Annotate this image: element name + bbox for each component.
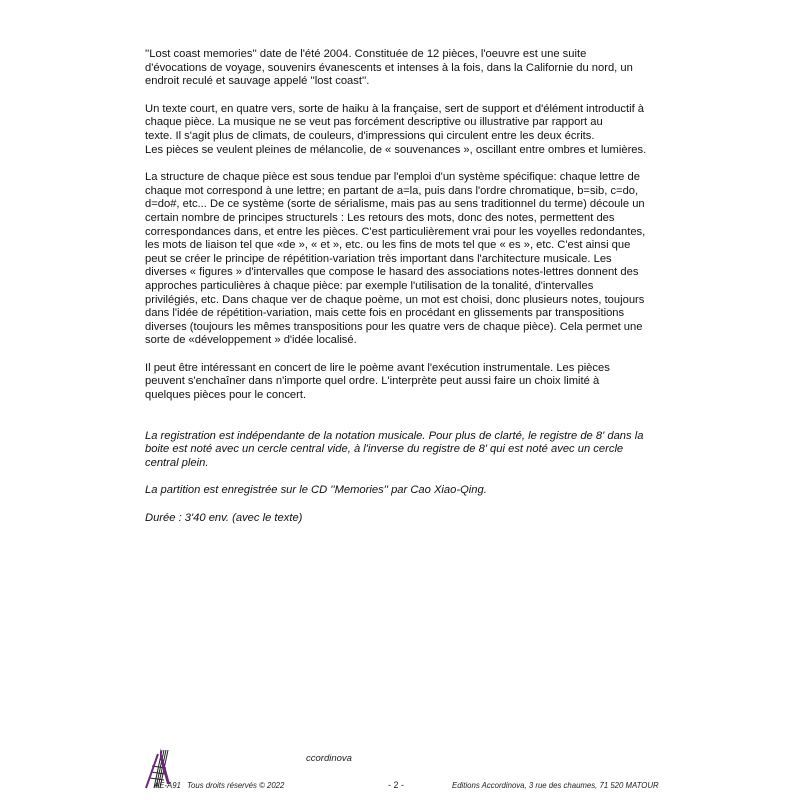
logo-wordmark: ccordinova — [306, 753, 352, 764]
footer-rights: Tous droits réservés © 2022 — [187, 781, 285, 790]
text-line: privilégiés, etc. Dans chaque ver de chaque poème, un mot est choisi, donc plusieurs notes, toujours — [145, 293, 645, 306]
text-line: Un texte court, en quatre vers, sorte de haiku à la française, sert de support et d'élément introductif à — [145, 102, 645, 115]
text-line: Les pièces se veulent pleines de mélancolie, de « souvenances », oscillant entre ombres et lumières. — [145, 143, 647, 156]
text-line: boite est noté avec un cercle central vide, à l'inverse du registre de 8' qui est noté avec un cercle — [145, 443, 624, 456]
text-line: peuvent s'enchaîner dans n'importe quel ordre. L'interprète peut aussi faire un choix limité à — [145, 375, 600, 388]
text-line: certain nombre de principes structurels : Les retours des mots, donc des notes, permettent des — [145, 211, 615, 224]
text-line: endroit reculé et sauvage appelé ''lost coast''. — [145, 75, 370, 88]
paragraph-duration — [145, 512, 665, 526]
text-line: central plein. — [145, 456, 209, 469]
text-line: diverses « figures » d'intervalles que compose le hasard des associations notes-lettres donnent des — [145, 266, 639, 279]
text-line: La registration est indépendante de la notation musicale. Pour plus de clarté, le registre de 8' dans la — [145, 429, 644, 442]
text-line: dans l'idée de répétition-variation, mais cette fois en procédant en glissements par transpositions — [145, 307, 625, 320]
text-line: peut se créer le principe de répétition-variation très important dans l'architecture musicale. Les — [145, 252, 612, 265]
text-line: quelques pièces pour le concert. — [145, 389, 307, 402]
text-line: sorte de «développement » d'idée localisé. — [145, 334, 357, 347]
text-line: correspondances dans, et entre les pièces. C'est particulièrement vrai pour les voyelles redondantes, — [145, 225, 646, 238]
text-line: les mots de liaison tel que «de », « et », etc. ou les fins de mots tel que « es », etc. C'est ainsi que — [145, 239, 631, 252]
footer-reference: AE-A91 — [154, 781, 181, 790]
text-line: ''Lost coast memories'' date de l'été 2004. Constituée de 12 pièces, l'oeuvre est une suite — [145, 48, 587, 60]
text-line: texte. Il s'agit plus de climats, de couleurs, d'impressions qui circulent entre les deux écrits. — [145, 129, 595, 142]
text-line: d=do#, etc... De ce système (sorte de sérialisme, mais pas au sens traditionnel du terme) découle un — [145, 198, 645, 211]
paragraph-haiku — [145, 103, 665, 157]
document-body — [145, 48, 665, 526]
text-line: chaque mot correspond à une lettre; en partant de a=la, puis dans l'ordre chromatique, b=sib, c=do, — [145, 184, 639, 197]
paragraph-structure — [145, 171, 665, 348]
text-line: approches particulières à chaque pièce: par exemple l'utilisation de la tonalité, d'intervalles — [145, 279, 594, 292]
text-line: Durée : 3'40 env. (avec le texte) — [145, 512, 303, 525]
footer-publisher: Editions Accordinova, 3 rue des chaumes, 71 520 MATOUR — [452, 781, 659, 790]
page-number: - 2 - — [388, 780, 405, 790]
text-line: La partition est enregistrée sur le CD ''Memories'' par Cao Xiao-Qing. — [145, 484, 487, 497]
paragraph-intro — [145, 48, 665, 89]
text-line: chaque pièce. La musique ne se veut pas forcément descriptive ou illustrative par rapport au — [145, 116, 603, 129]
text-line: d'évocations de voyage, souvenirs évanescents et intenses à la fois, dans la Californie du nord, un — [145, 61, 633, 74]
paragraph-registration — [145, 430, 665, 471]
paragraph-recording — [145, 484, 665, 498]
text-line: Il peut être intéressant en concert de lire le poème avant l'exécution instrumentale. Les pièces — [145, 361, 610, 374]
text-line: La structure de chaque pièce est sous tendue par l'emploi d'un système spécifique: chaque lettre de — [145, 171, 640, 184]
page-footer — [0, 740, 800, 800]
text-line: diverses (toujours les mêmes transpositions pour les quatre vers de chaque pièce). Cela permet une — [145, 320, 643, 333]
paragraph-concert — [145, 362, 665, 403]
